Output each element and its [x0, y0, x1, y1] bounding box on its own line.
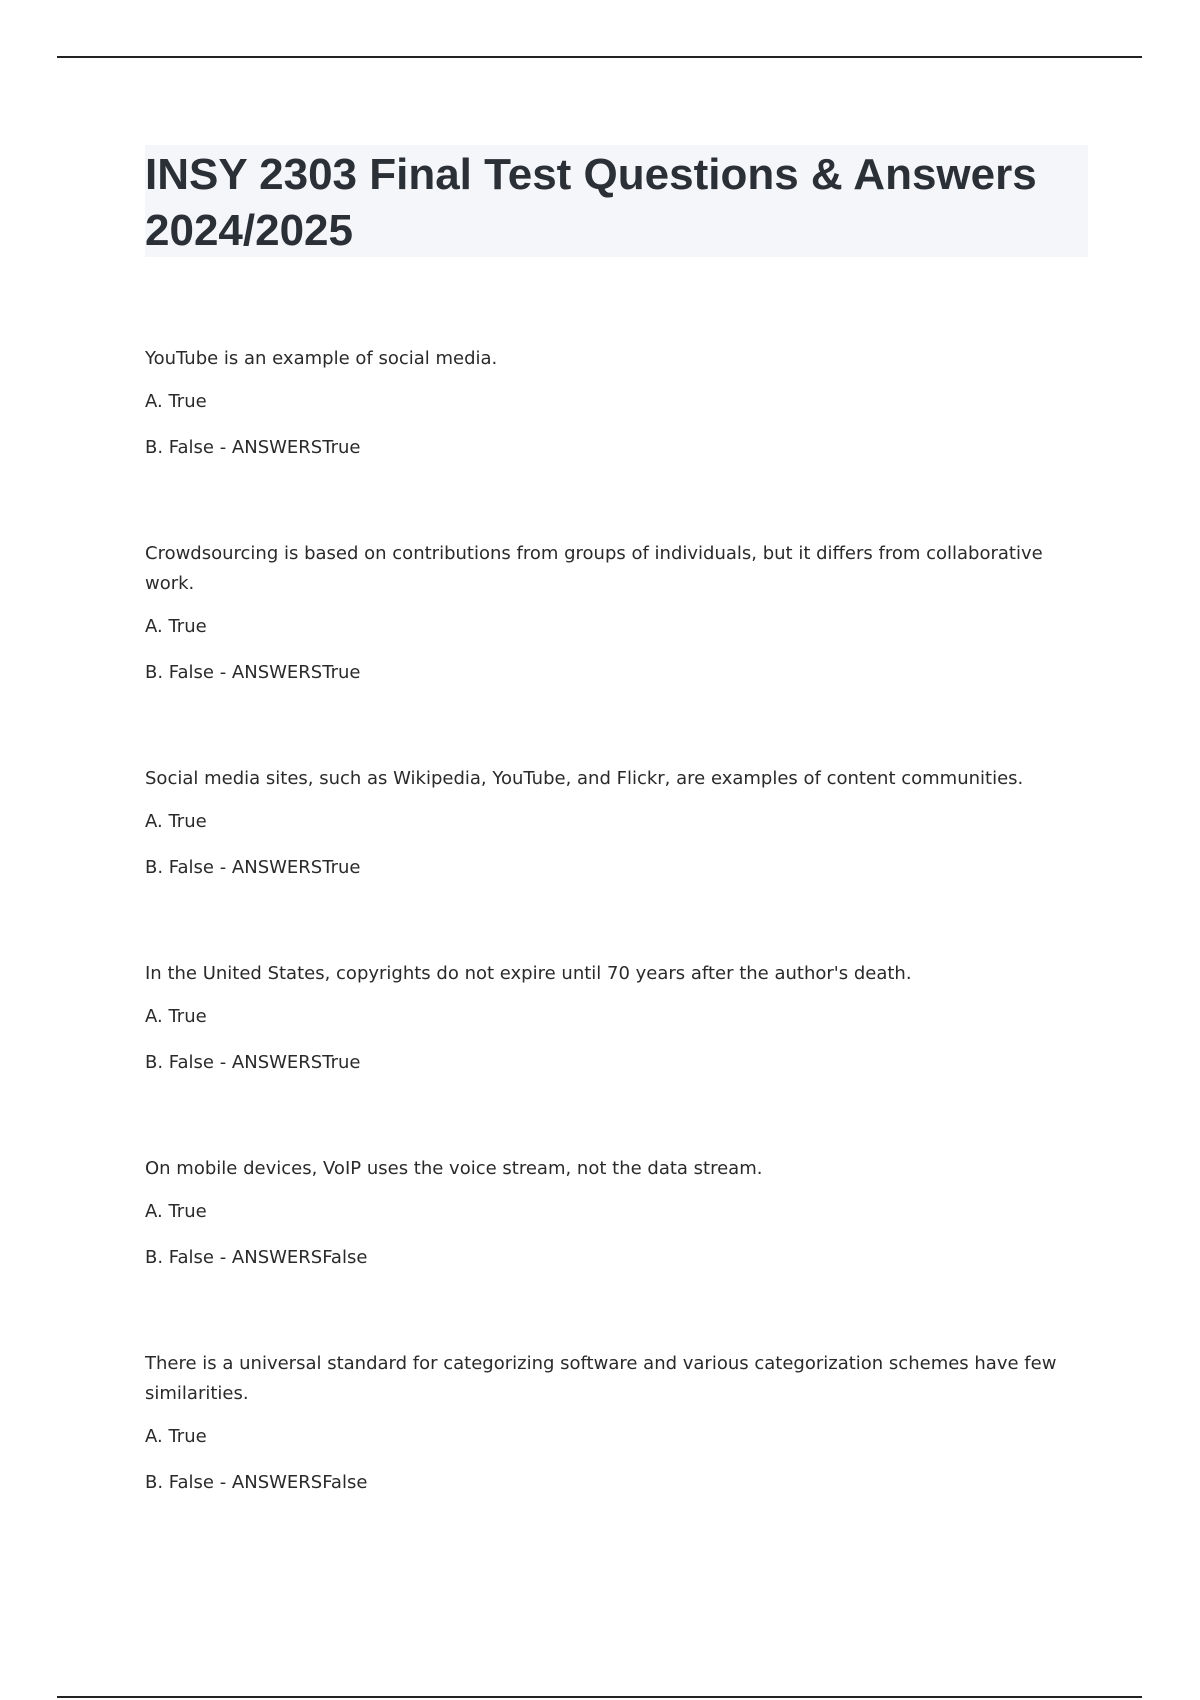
question-text: Social media sites, such as Wikipedia, YouTube, and Flickr, are examples of content communities. — [145, 768, 1024, 789]
option-a: A. True — [145, 1426, 207, 1447]
option-a: A. True — [145, 1201, 207, 1222]
option-b — [145, 658, 1065, 688]
answer: False — [322, 1247, 368, 1268]
option-b — [145, 1243, 1065, 1273]
answer: False — [322, 1472, 368, 1493]
question-text: On mobile devices, VoIP uses the voice stream, not the data stream. — [145, 1158, 763, 1179]
page-title: INSY 2303 Final Test Questions & Answers 2024/2025 — [145, 150, 1037, 255]
bottom-rule — [57, 1696, 1142, 1698]
option-b-label: B. False - ANSWERS — [145, 662, 323, 683]
option-b-label: B. False - ANSWERS — [145, 437, 323, 458]
answer: True — [322, 437, 361, 458]
option-b — [145, 433, 1065, 463]
question-5 — [145, 1154, 1065, 1273]
question-text: Crowdsourcing is based on contributions from groups of individuals, but it differs from collaborative work. — [145, 543, 1043, 594]
question-text: YouTube is an example of social media. — [145, 348, 498, 369]
option-a: A. True — [145, 811, 207, 832]
answer: True — [322, 857, 361, 878]
option-b-label: B. False - ANSWERS — [145, 857, 323, 878]
question-2 — [145, 539, 1065, 688]
option-b-label: B. False - ANSWERS — [145, 1247, 323, 1268]
top-rule — [57, 56, 1142, 58]
question-3 — [145, 764, 1065, 883]
option-b — [145, 1468, 1065, 1498]
option-b — [145, 1048, 1065, 1078]
option-b-label: B. False - ANSWERS — [145, 1052, 323, 1073]
option-a: A. True — [145, 616, 207, 637]
option-b — [145, 853, 1065, 883]
question-text: In the United States, copyrights do not expire until 70 years after the author's death. — [145, 963, 912, 984]
answer: True — [322, 1052, 361, 1073]
question-6 — [145, 1349, 1065, 1498]
option-a: A. True — [145, 1006, 207, 1027]
answer: True — [322, 662, 361, 683]
title-banner — [145, 145, 1088, 257]
question-4 — [145, 959, 1065, 1078]
option-b-label: B. False - ANSWERS — [145, 1472, 323, 1493]
question-1 — [145, 344, 1065, 463]
option-a: A. True — [145, 391, 207, 412]
question-text: There is a universal standard for categorizing software and various categorization schemes have few similarities. — [145, 1353, 1057, 1404]
question-list — [145, 344, 1065, 1498]
